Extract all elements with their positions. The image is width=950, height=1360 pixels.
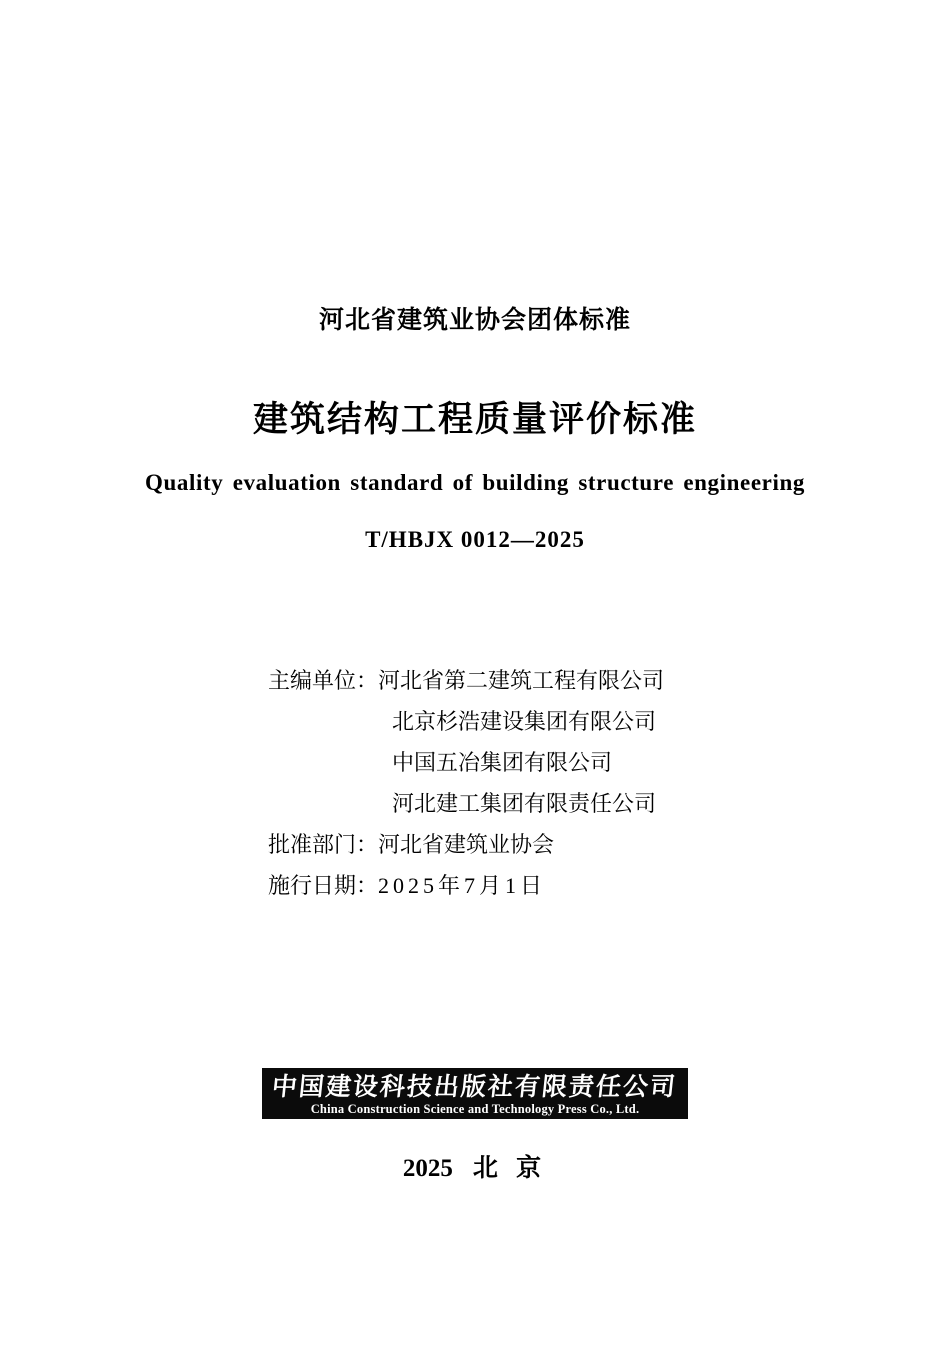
chief-editor-row — [268, 742, 788, 783]
chief-editor-label: 主编单位： — [268, 668, 379, 693]
english-title: Quality evaluation standard of building structure engineering — [145, 470, 805, 495]
chief-editor-unit-2: 北京杉浩建设集团有限公司 — [392, 709, 657, 734]
association-standard-line: 河北省建筑业协会团体标准 — [318, 305, 631, 334]
effective-date-value: 2025年7月1日 — [378, 873, 547, 898]
publication-year: 2025 — [402, 1155, 453, 1182]
publication-year-city — [0, 1148, 950, 1184]
approval-department-row — [268, 824, 788, 865]
publisher-name-en: China Construction Science and Technology Press Co., Ltd. — [310, 1102, 640, 1116]
chief-editor-unit-1: 河北省第二建筑工程有限公司 — [378, 668, 665, 693]
chief-editor-unit-3: 中国五冶集团有限公司 — [392, 750, 613, 775]
publisher-logo — [0, 1068, 950, 1119]
cover-info-block — [268, 660, 788, 906]
approval-department-label: 批准部门： — [268, 832, 379, 857]
chief-editor-row — [268, 701, 788, 742]
publisher-logo-box — [262, 1068, 687, 1119]
approval-department-value: 河北省建筑业协会 — [378, 832, 555, 857]
chief-editor-unit-4: 河北建工集团有限责任公司 — [392, 791, 657, 816]
publication-city: 北 京 — [472, 1155, 548, 1182]
publisher-name-cn: 中国建设科技出版社有限责任公司 — [270, 1072, 680, 1101]
effective-date-label: 施行日期： — [268, 873, 379, 898]
chief-editor-row — [268, 660, 788, 701]
page-title: 建筑结构工程质量评价标准 — [252, 400, 697, 440]
chief-editor-row — [268, 783, 788, 824]
standard-code: T/HBJX 0012—2025 — [365, 527, 585, 552]
effective-date-row — [268, 865, 788, 906]
